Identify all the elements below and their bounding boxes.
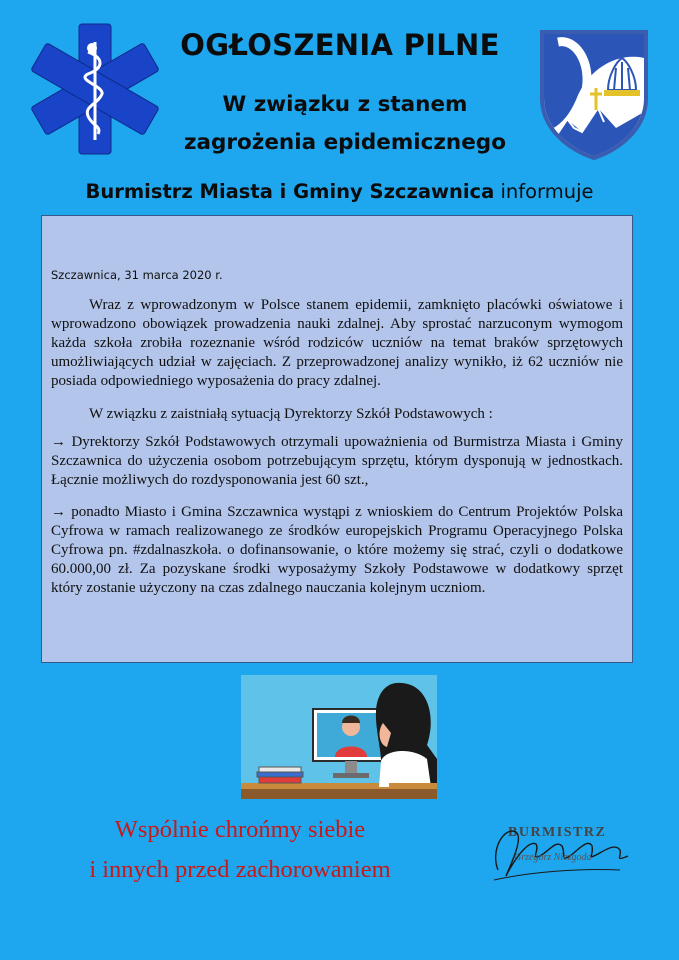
remote-learning-illustration	[241, 675, 437, 799]
notice-paragraph-4: → ponadto Miasto i Gmina Szczawnica wystąpi z wnioskiem do Centrum Projektów Polska Cyfrowa w ramach realizowanego ze środków europejskich Programu Operacyjnego Polska Cyfrowa pn. #zdalnaszkoła. o dofinansowanie, o które możemy się strać, czyli o dodatkowe 60.000,00 zł. Za pozyskane środki wyposażymy Szkoły Podstawowe w dodatkowy sprzęt który zostanie użyczony na czas zdalnego nauczania kolejnym uczniom.	[51, 504, 623, 596]
notice-paragraph-2: W związku z zaistniałą sytuacją Dyrektorzy Szkół Podstawowych :	[89, 406, 493, 422]
subtitle-line-1: W związku z stanem	[222, 92, 468, 117]
slogan-line-2: i innych przed zachorowaniem	[89, 856, 391, 883]
mayor-title: Burmistrz Miasta i Gminy Szczawnica	[85, 180, 495, 203]
star-of-life-icon	[28, 22, 162, 156]
notice-paragraph-1: Wraz z wprowadzonym w Polsce stanem epidemii, zamknięto placówki oświatowe i wprowadzono obowiązek prowadzenia nauki zdalnej. Aby sprostać narzuconym wymogom każda szkoła zrobiła rozeznanie wśród rodziców uczniów na temat braków sprzętowych umożliwiających udział w zajęciach. Z przeprowadzonej analizy wynikło, iż 62 uczniów nie posiada odpowiedniego wyposażenia do pracy zdalnej.	[51, 297, 623, 389]
signature-name: Grzegorz Niezgoda	[514, 852, 592, 863]
page-title: OGŁOSZENIA PILNE	[180, 28, 500, 62]
announcement-source	[0, 180, 679, 203]
notice-paragraph-3: → Dyrektorzy Szkół Podstawowych otrzymali upoważnienia od Burmistrza Miasta i Gminy Szczawnica do użyczenia osobom potrzebującym sprzętu, którym dysponują w jednostkach. Łącznie możliwych do rozdysponowania jest 60 szt.,	[51, 434, 623, 488]
mayor-signature	[470, 810, 645, 890]
signature-title: BURMISTRZ	[508, 825, 607, 840]
informs-verb: informuje	[494, 180, 594, 203]
slogan-line-1: Wspólnie chrońmy siebie	[114, 816, 366, 843]
subtitle-line-2: zagrożenia epidemicznego	[184, 130, 506, 155]
notice-date: Szczawnica, 31 marca 2020 r.	[51, 268, 223, 282]
coat-of-arms-icon	[538, 28, 650, 160]
